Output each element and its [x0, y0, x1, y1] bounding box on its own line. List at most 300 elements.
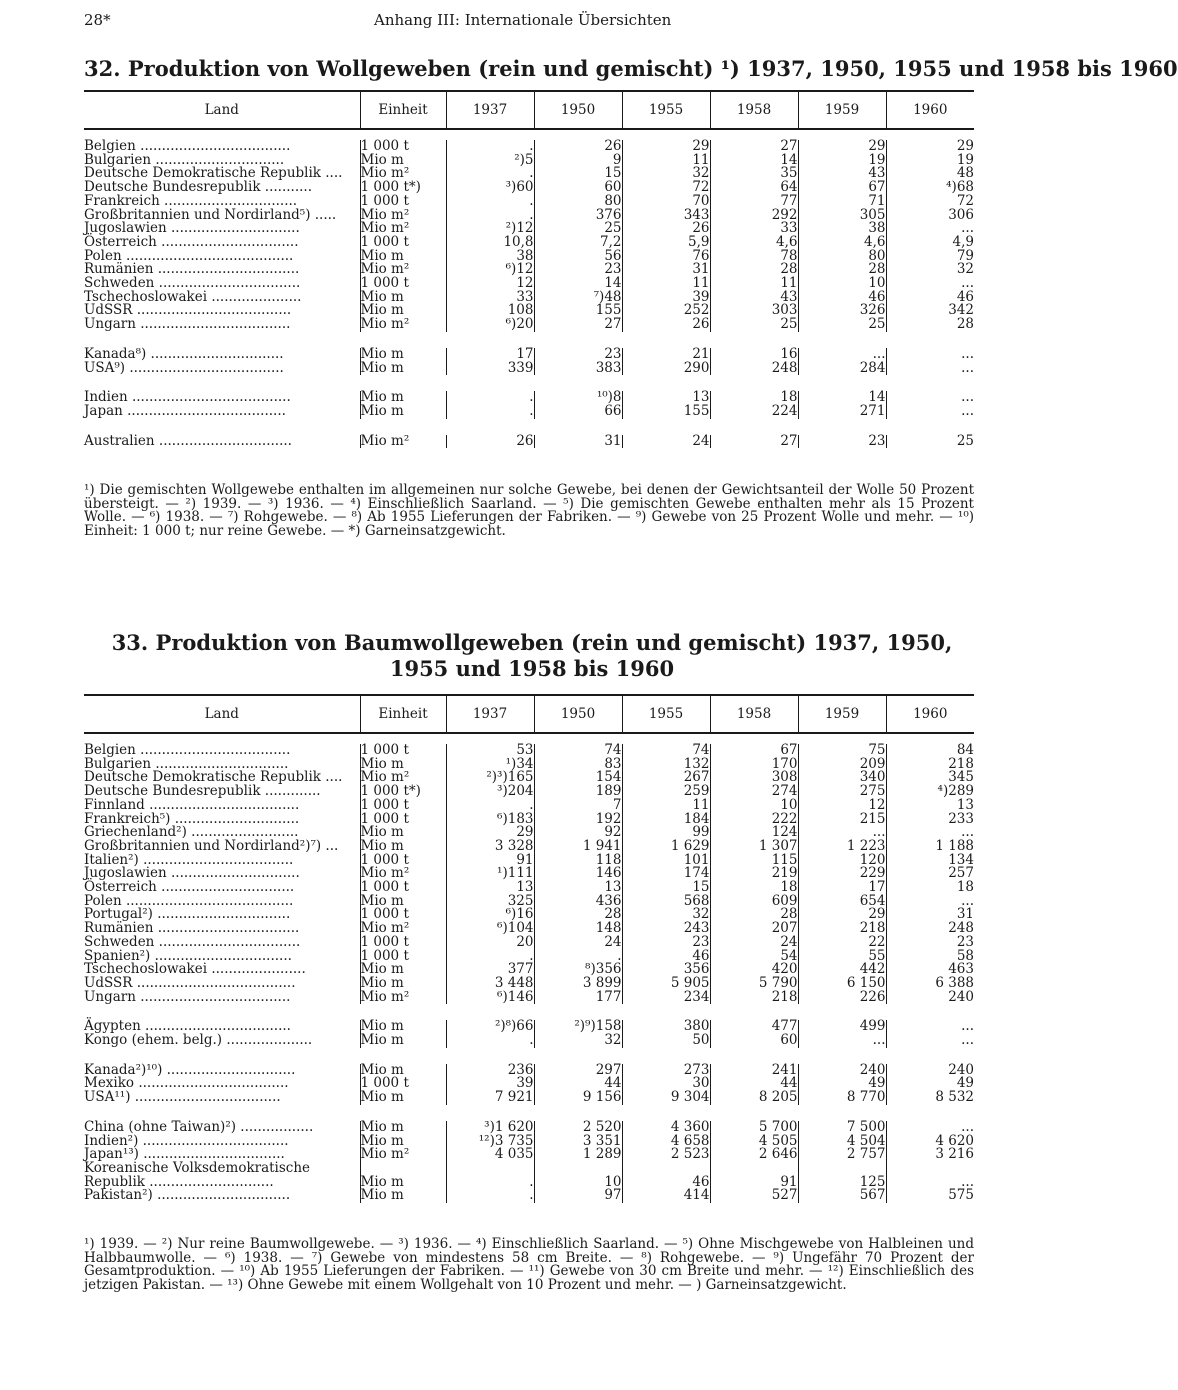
value-cell: 11 — [622, 154, 710, 168]
value-cell: 274 — [710, 785, 798, 799]
value-cell: 218 — [798, 922, 886, 936]
value-cell: 75 — [798, 744, 886, 758]
value-cell: 10 — [534, 1176, 622, 1190]
value-cell: 23 — [886, 936, 974, 950]
unit-cell: Mio m — [360, 826, 446, 840]
unit-cell: 1 000 t — [360, 908, 446, 922]
value-cell: 48 — [886, 167, 974, 181]
country-cell: USA⁹) .................................... — [84, 359, 284, 376]
unit-cell: Mio m — [360, 1091, 446, 1105]
value-cell: 24 — [534, 936, 622, 950]
unit-cell: 1 000 t*) — [360, 181, 446, 195]
value-cell: . — [446, 391, 534, 405]
value-cell: 4 035 — [446, 1148, 534, 1162]
table-header-row — [84, 91, 974, 129]
value-cell: 3 899 — [534, 977, 622, 991]
country-cell: Italien²) ................................... — [84, 851, 294, 868]
value-cell: 77 — [710, 195, 798, 209]
value-cell: 49 — [798, 1077, 886, 1091]
value-cell: 12 — [798, 799, 886, 813]
value-cell: ... — [886, 348, 974, 362]
value-cell: 252 — [622, 304, 710, 318]
country-cell: Kanada²)¹⁰) .............................. — [84, 1061, 296, 1078]
unit-cell: Mio m — [360, 1034, 446, 1048]
column-header-year: 1960 — [886, 695, 974, 733]
value-cell: ... — [886, 277, 974, 291]
value-cell: 1 629 — [622, 840, 710, 854]
value-cell: 33 — [446, 291, 534, 305]
country-cell: Deutsche Bundesrepublik ............. — [84, 783, 321, 800]
value-cell: 60 — [534, 181, 622, 195]
value-cell: 477 — [710, 1020, 798, 1034]
unit-cell: 1 000 t — [360, 813, 446, 827]
country-cell: Jugoslawien .............................. — [84, 220, 300, 237]
table-row — [84, 435, 974, 449]
value-cell: 92 — [534, 826, 622, 840]
value-cell: 16 — [710, 348, 798, 362]
value-cell: ... — [886, 1034, 974, 1048]
country-cell: Großbritannien und Nordirland⁵) ..... — [84, 206, 337, 223]
value-cell: 46 — [798, 291, 886, 305]
value-cell: 342 — [886, 304, 974, 318]
value-cell: 4,6 — [710, 236, 798, 250]
value-cell: ⁶)183 — [446, 813, 534, 827]
value-cell: ... — [886, 222, 974, 236]
value-cell: 120 — [798, 854, 886, 868]
value-cell: 222 — [710, 813, 798, 827]
value-cell: . — [446, 405, 534, 419]
value-cell: 56 — [534, 250, 622, 264]
value-cell: 146 — [534, 867, 622, 881]
value-cell: 31 — [886, 908, 974, 922]
value-cell: 125 — [798, 1176, 886, 1190]
value-cell: ... — [886, 895, 974, 909]
value-cell: 15 — [622, 881, 710, 895]
unit-cell: Mio m² — [360, 209, 446, 223]
value-cell: ... — [886, 826, 974, 840]
unit-cell: 1 000 t — [360, 881, 446, 895]
value-cell: 2 523 — [622, 1148, 710, 1162]
value-cell: 28 — [798, 263, 886, 277]
value-cell: ²)⁹)158 — [534, 1020, 622, 1034]
value-cell: 4,9 — [886, 236, 974, 250]
column-header-year: 1958 — [710, 695, 798, 733]
value-cell: ¹)111 — [446, 867, 534, 881]
country-cell: Großbritannien und Nordirland²)⁷) ... — [84, 837, 339, 854]
value-cell: 292 — [710, 209, 798, 223]
value-cell: . — [446, 950, 534, 964]
value-cell: ²)12 — [446, 222, 534, 236]
value-cell: 224 — [710, 405, 798, 419]
value-cell: ... — [798, 1034, 886, 1048]
value-cell: 5 790 — [710, 977, 798, 991]
value-cell: ... — [886, 1020, 974, 1034]
value-cell: 74 — [622, 744, 710, 758]
value-cell: . — [446, 799, 534, 813]
value-cell: 6 388 — [886, 977, 974, 991]
value-cell: 442 — [798, 963, 886, 977]
country-cell: Australien ............................... — [84, 432, 292, 449]
value-cell: 7 921 — [446, 1091, 534, 1105]
value-cell: 233 — [886, 813, 974, 827]
country-cell: Tschechoslowakei ...................... — [84, 961, 306, 978]
value-cell: ³)1 620 — [446, 1121, 534, 1135]
value-cell: 31 — [534, 435, 622, 449]
value-cell: 74 — [534, 744, 622, 758]
country-cell: Deutsche Demokratische Republik .... — [84, 769, 343, 786]
value-cell: 13 — [534, 881, 622, 895]
value-cell: 3 216 — [886, 1148, 974, 1162]
value-cell: 568 — [622, 895, 710, 909]
unit-cell: Mio m² — [360, 771, 446, 785]
value-cell: 60 — [710, 1034, 798, 1048]
country-cell: Frankreich ............................... — [84, 192, 298, 209]
unit-cell: Mio m — [360, 405, 446, 419]
value-cell: 35 — [710, 167, 798, 181]
country-cell: Kanada⁸) ............................... — [84, 345, 284, 362]
value-cell: 58 — [886, 950, 974, 964]
unit-cell: 1 000 t — [360, 236, 446, 250]
value-cell: 108 — [446, 304, 534, 318]
value-cell: 54 — [710, 950, 798, 964]
value-cell: 5,9 — [622, 236, 710, 250]
value-cell: 376 — [534, 209, 622, 223]
value-cell: 25 — [710, 318, 798, 332]
value-cell: 567 — [798, 1189, 886, 1203]
value-cell: 1 289 — [534, 1148, 622, 1162]
country-cell: Spanien²) ................................ — [84, 947, 292, 964]
value-cell: ⁴)289 — [886, 785, 974, 799]
value-cell: 271 — [798, 405, 886, 419]
value-cell: 101 — [622, 854, 710, 868]
column-header-year: 1959 — [798, 695, 886, 733]
country-cell: Japan ..................................... — [84, 402, 286, 419]
unit-cell: Mio m — [360, 348, 446, 362]
value-cell: 80 — [798, 250, 886, 264]
value-cell: 29 — [446, 826, 534, 840]
value-cell: 189 — [534, 785, 622, 799]
table-33-footnotes: ¹) 1939. — ²) Nur reine Baumwollgewebe. — ³) 1936. — ⁴) Einschließlich Saarland. — ⁵) Ohne Mischgewebe von Halbleinen und Halbbaumwolle. — ⁶) 1938. — ⁷) Gewebe von mindestens 58 cm Breite. — ⁸) Rohgewebe. — ⁹) Ungefähr 70 Prozent der Gesamtproduktion. — ¹⁰) Ab 1955 Lieferungen der Fabriken. — ¹¹) Gewebe von 30 cm Breite und mehr. — ¹²) Einschließlich des jetzigen Pakistan. — ¹³) Ohne Gewebe mit einem Wollgehalt von 10 Prozent und mehr. — ) Garneinsatzgewicht. — [84, 1236, 974, 1294]
value-cell: 72 — [622, 181, 710, 195]
value-cell: 4 360 — [622, 1121, 710, 1135]
country-cell: Portugal²) ............................... — [84, 906, 291, 923]
value-cell: 27 — [710, 435, 798, 449]
value-cell: 1 307 — [710, 840, 798, 854]
value-cell: 15 — [534, 167, 622, 181]
table-row — [84, 1091, 974, 1105]
country-cell: Kongo (ehem. belg.) .................... — [84, 1032, 313, 1049]
value-cell: 43 — [798, 167, 886, 181]
value-cell: 170 — [710, 758, 798, 772]
table-33 — [84, 694, 974, 1203]
value-cell: 44 — [534, 1077, 622, 1091]
title-line-1: 33. Produktion von Baumwollgeweben (rein und gemischt) 1937, 1950, — [111, 630, 953, 655]
value-cell: 383 — [534, 362, 622, 376]
value-cell: 53 — [446, 744, 534, 758]
value-cell: 12 — [446, 277, 534, 291]
column-header-year: 1950 — [534, 695, 622, 733]
value-cell: 46 — [886, 291, 974, 305]
country-cell: Frankreich⁵) ............................. — [84, 810, 300, 827]
value-cell: 25 — [798, 318, 886, 332]
value-cell: 19 — [798, 154, 886, 168]
value-cell: 5 905 — [622, 977, 710, 991]
value-cell: . — [446, 1189, 534, 1203]
value-cell: 436 — [534, 895, 622, 909]
value-cell: 10 — [710, 799, 798, 813]
value-cell: ... — [886, 1176, 974, 1190]
value-cell: 27 — [710, 140, 798, 154]
value-cell: ¹⁰)8 — [534, 391, 622, 405]
value-cell: 19 — [886, 154, 974, 168]
value-cell: 240 — [886, 991, 974, 1005]
unit-cell: Mio m² — [360, 318, 446, 332]
column-header-year: 1960 — [886, 91, 974, 129]
value-cell: 29 — [886, 140, 974, 154]
value-cell: 17 — [446, 348, 534, 362]
value-cell: 91 — [446, 854, 534, 868]
unit-cell: Mio m — [360, 1121, 446, 1135]
value-cell: 23 — [798, 435, 886, 449]
value-cell: ⁷)48 — [534, 291, 622, 305]
table-row — [84, 1189, 974, 1203]
value-cell: 240 — [886, 1064, 974, 1078]
value-cell: ... — [886, 362, 974, 376]
value-cell: 28 — [710, 908, 798, 922]
unit-cell: 1 000 t — [360, 140, 446, 154]
value-cell: 64 — [710, 181, 798, 195]
value-cell: 219 — [710, 867, 798, 881]
value-cell: 575 — [886, 1189, 974, 1203]
value-cell: 257 — [886, 867, 974, 881]
column-header-year: 1955 — [622, 91, 710, 129]
value-cell: 243 — [622, 922, 710, 936]
value-cell: 297 — [534, 1064, 622, 1078]
value-cell: 13 — [622, 391, 710, 405]
value-cell: 44 — [710, 1077, 798, 1091]
value-cell: ⁸)356 — [534, 963, 622, 977]
value-cell: 267 — [622, 771, 710, 785]
unit-cell: Mio m — [360, 250, 446, 264]
value-cell: 2 646 — [710, 1148, 798, 1162]
value-cell: 25 — [534, 222, 622, 236]
unit-cell: Mio m — [360, 840, 446, 854]
value-cell: 174 — [622, 867, 710, 881]
value-cell: 67 — [798, 181, 886, 195]
column-header-land: Land — [84, 695, 360, 733]
unit-cell: Mio m — [360, 895, 446, 909]
unit-cell: Mio m — [360, 1176, 446, 1190]
value-cell: 66 — [534, 405, 622, 419]
value-cell: 192 — [534, 813, 622, 827]
value-cell: 218 — [710, 991, 798, 1005]
value-cell: . — [446, 195, 534, 209]
value-cell: 234 — [622, 991, 710, 1005]
value-cell: 14 — [710, 154, 798, 168]
country-cell: UdSSR ..................................... — [84, 974, 296, 991]
value-cell: 124 — [710, 826, 798, 840]
value-cell: 13 — [446, 881, 534, 895]
value-cell: ²)⁸)66 — [446, 1020, 534, 1034]
value-cell: 91 — [710, 1176, 798, 1190]
value-cell: . — [534, 950, 622, 964]
unit-cell: Mio m — [360, 391, 446, 405]
value-cell: 26 — [622, 222, 710, 236]
value-cell: 303 — [710, 304, 798, 318]
value-cell: 30 — [622, 1077, 710, 1091]
table-row — [84, 1034, 974, 1048]
value-cell: 177 — [534, 991, 622, 1005]
value-cell: 499 — [798, 1020, 886, 1034]
table-row — [84, 991, 974, 1005]
value-cell: 8 770 — [798, 1091, 886, 1105]
value-cell: 76 — [622, 250, 710, 264]
value-cell: 305 — [798, 209, 886, 223]
unit-cell: 1 000 t — [360, 277, 446, 291]
value-cell: 609 — [710, 895, 798, 909]
value-cell: ... — [886, 391, 974, 405]
value-cell: 32 — [534, 1034, 622, 1048]
value-cell: . — [446, 1034, 534, 1048]
value-cell: 72 — [886, 195, 974, 209]
value-cell: 3 351 — [534, 1135, 622, 1149]
value-cell: 43 — [710, 291, 798, 305]
value-cell: 7 — [534, 799, 622, 813]
unit-cell: Mio m — [360, 1189, 446, 1203]
value-cell: 9 156 — [534, 1091, 622, 1105]
value-cell: 4,6 — [798, 236, 886, 250]
column-header-year: 1955 — [622, 695, 710, 733]
value-cell: ⁶)104 — [446, 922, 534, 936]
value-cell: 23 — [534, 263, 622, 277]
value-cell: 10 — [798, 277, 886, 291]
value-cell: 9 304 — [622, 1091, 710, 1105]
unit-cell: Mio m² — [360, 222, 446, 236]
unit-cell: Mio m — [360, 977, 446, 991]
value-cell: 50 — [622, 1034, 710, 1048]
unit-cell: 1 000 t*) — [360, 785, 446, 799]
value-cell: 155 — [534, 304, 622, 318]
value-cell: . — [446, 209, 534, 223]
value-cell: 11 — [622, 799, 710, 813]
value-cell: ⁶)12 — [446, 263, 534, 277]
column-header-year: 1937 — [446, 91, 534, 129]
page-number: 28* — [84, 11, 111, 29]
value-cell: 306 — [886, 209, 974, 223]
value-cell: 290 — [622, 362, 710, 376]
value-cell: ... — [886, 1121, 974, 1135]
value-cell: 6 150 — [798, 977, 886, 991]
unit-cell: Mio m — [360, 291, 446, 305]
value-cell: ⁶)146 — [446, 991, 534, 1005]
country-cell: Indien²) .................................. — [84, 1132, 289, 1149]
value-cell: 55 — [798, 950, 886, 964]
value-cell: 4 658 — [622, 1135, 710, 1149]
value-cell: 18 — [886, 881, 974, 895]
value-cell: 273 — [622, 1064, 710, 1078]
unit-cell: Mio m² — [360, 167, 446, 181]
unit-cell: Mio m — [360, 758, 446, 772]
value-cell: ³)204 — [446, 785, 534, 799]
running-title: Anhang III: Internationale Übersichten — [374, 11, 672, 29]
value-cell: 78 — [710, 250, 798, 264]
value-cell: 32 — [886, 263, 974, 277]
value-cell: 2 520 — [534, 1121, 622, 1135]
value-cell: 13 — [886, 799, 974, 813]
value-cell: 207 — [710, 922, 798, 936]
unit-cell: Mio m — [360, 304, 446, 318]
column-header-einheit: Einheit — [360, 695, 446, 733]
unit-cell: Mio m — [360, 963, 446, 977]
value-cell: 308 — [710, 771, 798, 785]
value-cell: 215 — [798, 813, 886, 827]
table-32-title: 32. Produktion von Wollgeweben (rein und gemischt) ¹) 1937, 1950, 1955 und 1958 bis 1960 — [84, 56, 1178, 81]
value-cell: 284 — [798, 362, 886, 376]
country-cell: Koreanische Volksdemokratische — [84, 1159, 311, 1176]
unit-cell: 1 000 t — [360, 854, 446, 868]
unit-cell: 1 000 t — [360, 950, 446, 964]
value-cell: ¹²)3 735 — [446, 1135, 534, 1149]
value-cell: 1 188 — [886, 840, 974, 854]
value-cell: ⁶)20 — [446, 318, 534, 332]
value-cell: 325 — [446, 895, 534, 909]
value-cell: 209 — [798, 758, 886, 772]
value-cell: 27 — [534, 318, 622, 332]
title-line-2: 1955 und 1958 bis 1960 — [389, 656, 675, 681]
value-cell: ⁶)16 — [446, 908, 534, 922]
unit-cell: 1 000 t — [360, 1077, 446, 1091]
value-cell: 4 504 — [798, 1135, 886, 1149]
value-cell: 326 — [798, 304, 886, 318]
unit-cell: Mio m — [360, 1064, 446, 1078]
column-header-year: 1958 — [710, 91, 798, 129]
country-cell: Bulgarien .............................. — [84, 151, 285, 168]
country-cell: UdSSR .................................... — [84, 302, 292, 319]
country-cell: Japan¹³) ................................. — [84, 1146, 285, 1163]
value-cell: 80 — [534, 195, 622, 209]
value-cell: 22 — [798, 936, 886, 950]
value-cell: 218 — [886, 758, 974, 772]
value-cell: 97 — [534, 1189, 622, 1203]
value-cell: 46 — [622, 950, 710, 964]
country-cell: Rumänien ................................. — [84, 920, 300, 937]
value-cell: 463 — [886, 963, 974, 977]
unit-cell: Mio m² — [360, 435, 446, 449]
country-cell: Österreich ................................ — [84, 233, 299, 250]
value-cell: 9 — [534, 154, 622, 168]
country-cell: Pakistan²) ............................... — [84, 1187, 291, 1204]
value-cell: 132 — [622, 758, 710, 772]
value-cell: . — [446, 167, 534, 181]
value-cell: 275 — [798, 785, 886, 799]
unit-cell: 1 000 t — [360, 936, 446, 950]
value-cell: 33 — [710, 222, 798, 236]
value-cell: 71 — [798, 195, 886, 209]
country-cell: China (ohne Taiwan)²) ................. — [84, 1118, 314, 1135]
value-cell: 26 — [622, 318, 710, 332]
value-cell: 32 — [622, 167, 710, 181]
value-cell: 2 757 — [798, 1148, 886, 1162]
country-cell: Belgien ................................... — [84, 138, 291, 154]
value-cell: 240 — [798, 1064, 886, 1078]
value-cell: ²)5 — [446, 154, 534, 168]
country-cell: Polen ....................................... — [84, 247, 294, 264]
country-cell: Deutsche Demokratische Republik .... — [84, 165, 343, 182]
table-32-body — [84, 129, 974, 448]
value-cell: 38 — [798, 222, 886, 236]
value-cell: 259 — [622, 785, 710, 799]
column-header-einheit: Einheit — [360, 91, 446, 129]
